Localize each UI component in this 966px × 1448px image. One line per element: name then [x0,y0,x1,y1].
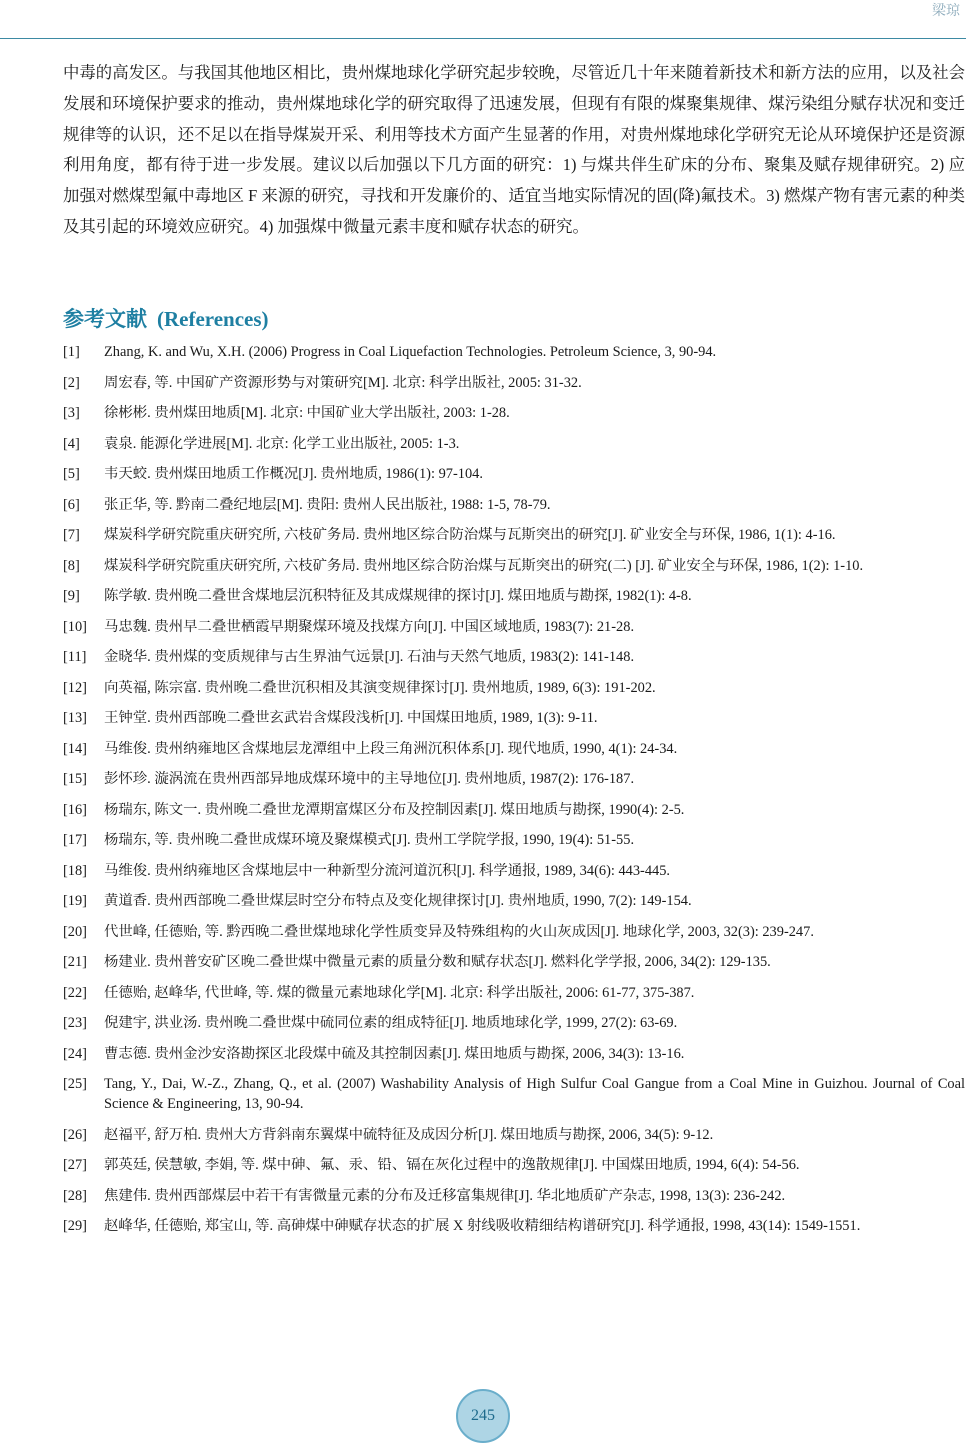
reference-text: 焦建伟. 贵州西部煤层中若干有害微量元素的分布及迁移富集规律[J]. 华北地质矿产杂志, 1998, 13(3): 236-242. [104,1187,786,1204]
reference-text: 杨瑞东, 陈文一. 贵州晚二叠世龙潭期富煤区分布及控制因素[J]. 煤田地质与勘探, 1990(4): 2-5. [104,801,685,818]
reference-text: 赵福平, 舒万柏. 贵州大方背斜南东翼煤中硫特征及成因分析[J]. 煤田地质与勘探, 2006, 34(5): 9-12. [104,1126,714,1143]
reference-number: [20] [63,923,87,940]
reference-item [63,739,965,759]
reference-text: 马维俊. 贵州纳雍地区含煤地层龙潭组中上段三角洲沉积体系[J]. 现代地质, 1990, 4(1): 24-34. [104,740,678,757]
references-heading-cn: 参考文献 [63,307,147,331]
header-divider [0,38,966,39]
reference-item [63,434,965,454]
reference-item [63,556,965,576]
reference-item [63,617,965,637]
reference-item [63,1186,965,1206]
reference-item [63,1013,965,1033]
reference-text: 韦天蛟. 贵州煤田地质工作概况[J]. 贵州地质, 1986(1): 97-104. [104,466,483,482]
reference-item [63,586,965,606]
reference-number: [15] [63,771,87,787]
reference-text: 倪建宇, 洪业汤. 贵州晚二叠世煤中硫同位素的组成特征[J]. 地质地球化学, 1999, 27(2): 63-69. [104,1015,678,1031]
reference-text: 彭怀珍. 漩涡流在贵州西部异地成煤环境中的主导地位[J]. 贵州地质, 1987(2): 176-187. [104,771,635,787]
reference-item [63,708,965,728]
page-number-badge: 245 [456,1389,510,1443]
reference-number: [23] [63,1015,87,1031]
reference-number: [11] [63,649,87,665]
reference-text: 张正华, 等. 黔南二叠纪地层[M]. 贵阳: 贵州人民出版社, 1988: 1-5, 78-79. [104,496,551,513]
reference-number: [14] [63,740,87,757]
reference-text: 煤炭科学研究院重庆研究所, 六枝矿务局. 贵州地区综合防治煤与瓦斯突出的研究[J]. 矿业安全与环保, 1986, 1(1): 4-16. [104,527,836,543]
reference-item [63,922,965,942]
reference-number: [16] [63,801,87,818]
reference-list [63,342,965,1247]
reference-item [63,769,965,789]
reference-text: Zhang, K. and Wu, X.H. (2006) Progress in Coal Liquefaction Technologies. Petroleum Science, 3, 90-94. [104,344,717,360]
reference-number: [22] [63,984,87,1001]
reference-text: 周宏春, 等. 中国矿产资源形势与对策研究[M]. 北京: 科学出版社, 2005: 31-32. [104,374,582,391]
reference-text: 曹志德. 贵州金沙安洛勘探区北段煤中硫及其控制因素[J]. 煤田地质与勘探, 2006, 34(3): 13-16. [104,1045,685,1062]
body-paragraph: 中毒的高发区。与我国其他地区相比，贵州煤地球化学研究起步较晚，尽管近几十年来随着新技术和新方法的应用，以及社会发展和环境保护要求的推动，贵州煤地球化学的研究取得了迅速发展，但现有有限的煤聚集规律、煤污染组分赋存状况和变迁规律等的认识，还不足以在指导煤炭开采、利用等技术方面产生显著的作用，对贵州煤地球化学研究无论从环境保护还是资源利用角度，都有待于进一步发展。建议以后加强以下几方面的研究：1) 与煤共伴生矿床的分布、聚集及赋存规律研究。2) 应加强对燃煤型氟中毒地区 F 来源的研究，寻找和开发廉价的、适宜当地实际情况的固(降)氟技术。3) 燃煤产物有害元素的种类及其引起的环境效应研究。4) 加强煤中微量元素丰度和赋存状态的研究。 [63,63,965,236]
reference-item [63,800,965,820]
references-heading-en: (References) [157,307,269,331]
reference-item [63,1074,965,1114]
reference-number: [2] [63,374,80,391]
reference-text: 马维俊. 贵州纳雍地区含煤地层中一种新型分流河道沉积[J]. 科学通报, 1989, 34(6): 443-445. [104,862,671,879]
reference-text: 向英福, 陈宗富. 贵州晚二叠世沉积相及其演变规律探讨[J]. 贵州地质, 1989, 6(3): 191-202. [104,679,656,696]
reference-number: [4] [63,435,80,452]
reference-item [63,403,965,423]
reference-item [63,678,965,698]
reference-text: 袁泉. 能源化学进展[M]. 北京: 化学工业出版社, 2005: 1-3. [104,435,460,452]
reference-number: [28] [63,1187,87,1204]
reference-item [63,891,965,911]
reference-number: [19] [63,893,87,909]
reference-text: 杨建业. 贵州普安矿区晚二叠世煤中微量元素的质量分数和赋存状态[J]. 燃料化学学报, 2006, 34(2): 129-135. [104,954,771,970]
reference-number: [21] [63,954,87,970]
reference-item [63,525,965,545]
reference-text: 陈学敏. 贵州晚二叠世含煤地层沉积特征及其成煤规律的探讨[J]. 煤田地质与勘探, 1982(1): 4-8. [104,588,692,604]
running-header-author: 梁琼 [932,4,960,19]
reference-item [63,1216,965,1236]
reference-text: 代世峰, 任德贻, 等. 黔西晚二叠世煤地球化学性质变异及特殊组构的火山灰成因[J]. 地球化学, 2003, 32(3): 239-247. [104,923,814,940]
reference-item [63,464,965,484]
reference-number: [1] [63,344,80,360]
reference-number: [9] [63,588,80,604]
reference-text: 金晓华. 贵州煤的变质规律与古生界油气远景[J]. 石油与天然气地质, 1983(2): 141-148. [104,649,635,665]
reference-number: [10] [63,618,87,635]
reference-number: [29] [63,1218,87,1234]
reference-text: 徐彬彬. 贵州煤田地质[M]. 北京: 中国矿业大学出版社, 2003: 1-28. [104,405,510,421]
reference-text: 杨瑞东, 等. 贵州晚二叠世成煤环境及聚煤模式[J]. 贵州工学院学报, 1990, 19(4): 51-55. [104,832,635,848]
reference-number: [12] [63,679,87,696]
reference-number: [26] [63,1126,87,1143]
reference-item [63,373,965,393]
reference-number: [8] [63,557,80,574]
reference-number: [24] [63,1045,87,1062]
reference-item [63,1044,965,1064]
reference-number: [5] [63,466,80,482]
reference-text: 王钟堂. 贵州西部晚二叠世玄武岩含煤段浅析[J]. 中国煤田地质, 1989, 1(3): 9-11. [104,710,598,726]
reference-number: [6] [63,496,80,513]
reference-item [63,1125,965,1145]
reference-text: Tang, Y., Dai, W.-Z., Zhang, Q., et al. (2007) Washability Analysis of High Sulfur Coal Gangue from a Coal Mine in Guizhou. Journal of Coal Science & Engineering, 13, 90-94. [104,1076,965,1112]
reference-number: [27] [63,1157,87,1173]
reference-item [63,861,965,881]
reference-number: [3] [63,405,80,421]
reference-item [63,983,965,1003]
reference-number: [13] [63,710,87,726]
reference-item [63,1155,965,1175]
reference-number: [25] [63,1076,87,1092]
reference-number: [17] [63,832,87,848]
reference-item [63,495,965,515]
reference-item [63,952,965,972]
reference-text: 黄道香. 贵州西部晚二叠世煤层时空分布特点及变化规律探讨[J]. 贵州地质, 1990, 7(2): 149-154. [104,893,692,909]
reference-text: 煤炭科学研究院重庆研究所, 六枝矿务局. 贵州地区综合防治煤与瓦斯突出的研究(二) [J]. 矿业安全与环保, 1986, 1(2): 1-10. [104,557,864,574]
reference-number: [18] [63,862,87,879]
reference-number: [7] [63,527,80,543]
reference-text: 任德贻, 赵峰华, 代世峰, 等. 煤的微量元素地球化学[M]. 北京: 科学出版社, 2006: 61-77, 375-387. [104,984,695,1001]
reference-item [63,342,965,362]
reference-text: 马忠魏. 贵州早二叠世栖霞早期聚煤环境及找煤方向[J]. 中国区域地质, 1983(7): 21-28. [104,618,635,635]
reference-item [63,647,965,667]
references-heading [63,303,269,333]
reference-text: 赵峰华, 任德贻, 郑宝山, 等. 高砷煤中砷赋存状态的扩展 X 射线吸收精细结构谱研究[J]. 科学通报, 1998, 43(14): 1549-1551. [104,1218,861,1234]
reference-item [63,830,965,850]
reference-text: 郭英廷, 侯慧敏, 李娟, 等. 煤中砷、氟、汞、铅、镉在灰化过程中的逸散规律[J]. 中国煤田地质, 1994, 6(4): 54-56. [104,1157,800,1173]
